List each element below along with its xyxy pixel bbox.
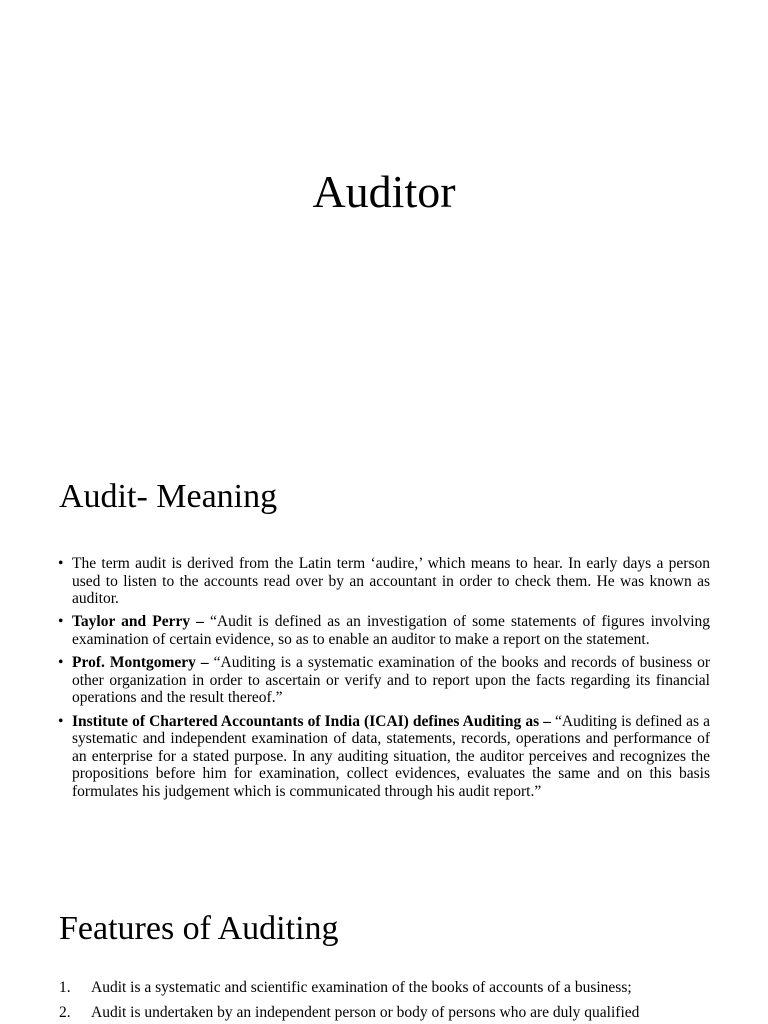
feature-text: Audit is a systematic and scientific examination of the books of accounts of a business; (91, 979, 632, 996)
definition-text: “Auditing is a systematic examination of the books and records of business or other organization in order to ascertain or verify and to report upon the facts regarding its financial operations and the result thereof.” (72, 654, 711, 707)
definition-text: The term audit is derived from the Latin term ‘audire,’ which means to hear. In early days a person used to listen to the accounts read over by an accountant in order to check them. He was known as auditor. (72, 555, 710, 608)
definition-source: Institute of Chartered Accountants of India (ICAI) defines Auditing as – (72, 712, 556, 730)
list-number: 2. (59, 1004, 71, 1021)
list-item (59, 1004, 710, 1022)
list-item (59, 654, 710, 707)
list-number: 1. (59, 979, 71, 996)
features-list (59, 979, 710, 1022)
definition-text: “Auditing is defined as a systematic and independent examination of data, statements, records, operations and performance of an enterprise for a stated purpose. In any auditing situation, the auditor perceives and recognizes the propositions before him for examination, collect evidences, evaluates the same and on this basis formulates his judgement which is communicated through his audit report.” (72, 712, 710, 800)
definition-source: Prof. Montgomery – (72, 654, 214, 672)
page-title: Auditor (312, 166, 456, 217)
list-item (59, 979, 710, 997)
list-item (59, 613, 710, 648)
audit-meaning-list (59, 555, 710, 801)
audit-meaning-section (59, 477, 710, 806)
features-heading: Features of Auditing (59, 910, 339, 947)
list-item (59, 713, 710, 801)
list-item (59, 555, 710, 608)
definition-source: Taylor and Perry – (72, 613, 211, 631)
feature-text: Audit is undertaken by an independent person or body of persons who are duly qualified (91, 1004, 640, 1021)
features-section (59, 909, 710, 1024)
audit-meaning-heading: Audit- Meaning (59, 478, 278, 515)
definition-text: “Audit is defined as an investigation of some statements of figures involving examination of certain evidence, so as to enable an auditor to make a report on the statement. (72, 613, 711, 648)
